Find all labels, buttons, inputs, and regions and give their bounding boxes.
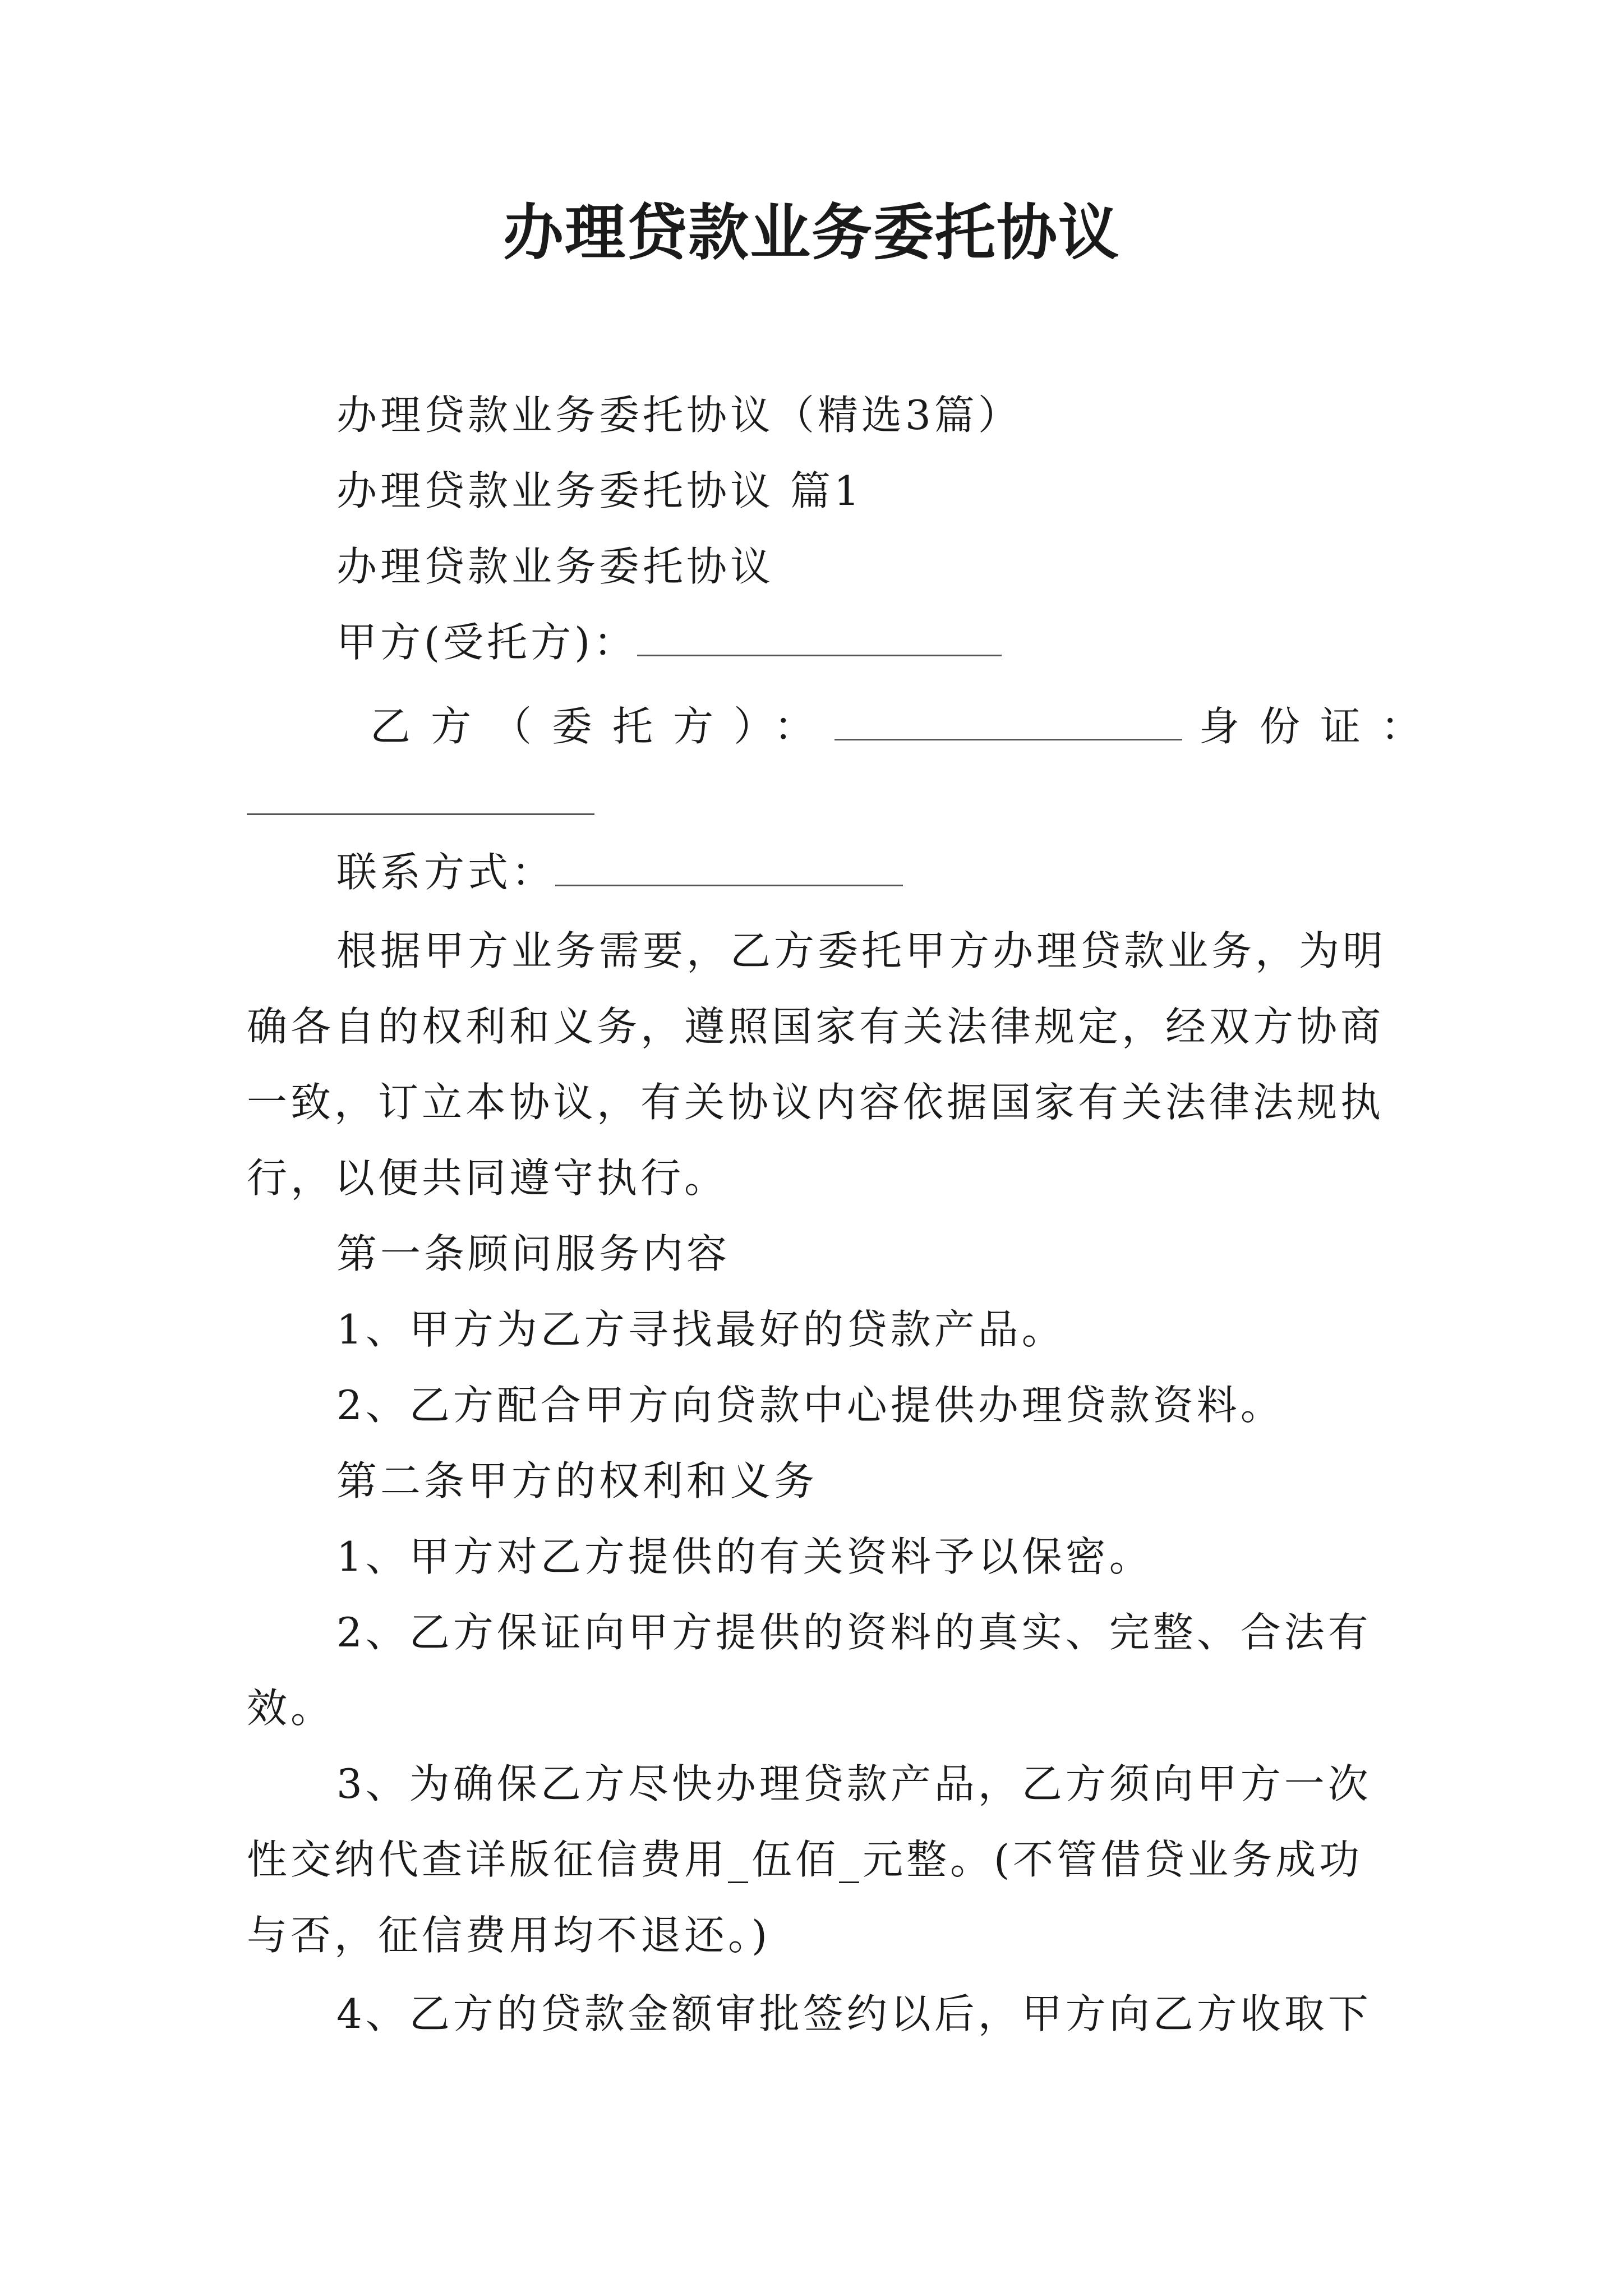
subtitle-selection: 办理贷款业务委托协议（精选3篇） xyxy=(336,392,1022,439)
paragraph-1-line-3: 一致，订立本协议，有关协议内容依据国家有关法律法规执 xyxy=(247,1079,1385,1126)
article-2-item-3-line-1: 3、为确保乙方尽快办理贷款产品，乙方须向甲方一次 xyxy=(336,1760,1372,1807)
subtitle-part-1: 办理贷款业务委托协议 篇1 xyxy=(336,467,863,514)
party-a-line xyxy=(336,614,1391,670)
agreement-heading: 办理贷款业务委托协议 xyxy=(336,543,774,590)
paragraph-1-line-4: 行，以便共同遵守执行。 xyxy=(247,1154,728,1202)
document-title: 办理贷款业务委托协议 xyxy=(502,197,1120,268)
id-card-label: 身份证： xyxy=(1199,703,1442,750)
article-1-item-2: 2、乙方配合甲方向贷款中心提供办理贷款资料。 xyxy=(336,1382,1284,1429)
article-2-heading: 第二条甲方的权利和义务 xyxy=(336,1457,818,1504)
article-2-item-3-line-3: 与否，征信费用均不退还。) xyxy=(247,1912,771,1959)
article-1-item-1: 1、甲方为乙方寻找最好的贷款产品。 xyxy=(336,1306,1066,1353)
article-2-item-1: 1、甲方对乙方提供的有关资料予以保密。 xyxy=(336,1533,1153,1580)
article-2-item-2-line-1: 2、乙方保证向甲方提供的资料的真实、完整、合法有 xyxy=(336,1609,1372,1656)
party-a-blank xyxy=(637,615,1002,656)
party-b-blank xyxy=(834,700,1182,740)
id-card-blank xyxy=(247,812,594,815)
party-a-label: 甲方(受托方)： xyxy=(336,619,638,666)
article-1-heading: 第一条顾问服务内容 xyxy=(336,1230,731,1277)
article-2-item-4-line-1: 4、乙方的贷款金额审批签约以后，甲方向乙方收取下 xyxy=(336,1990,1372,2037)
party-b-label: 乙方（委托方）： xyxy=(370,703,835,750)
contact-label: 联系方式： xyxy=(336,849,556,896)
article-2-item-2-line-2: 效。 xyxy=(247,1685,335,1732)
contact-blank xyxy=(555,845,903,886)
party-b-line xyxy=(370,698,1442,754)
contact-line xyxy=(336,844,1391,900)
paragraph-1-line-1: 根据甲方业务需要，乙方委托甲方办理贷款业务，为明 xyxy=(336,927,1387,974)
paragraph-1-line-2: 确各自的权利和义务，遵照国家有关法律规定，经双方协商 xyxy=(247,1003,1385,1050)
article-2-item-3-line-2: 性交纳代查详版征信费用_伍佰_元整。(不管借贷业务成功 xyxy=(247,1836,1363,1883)
